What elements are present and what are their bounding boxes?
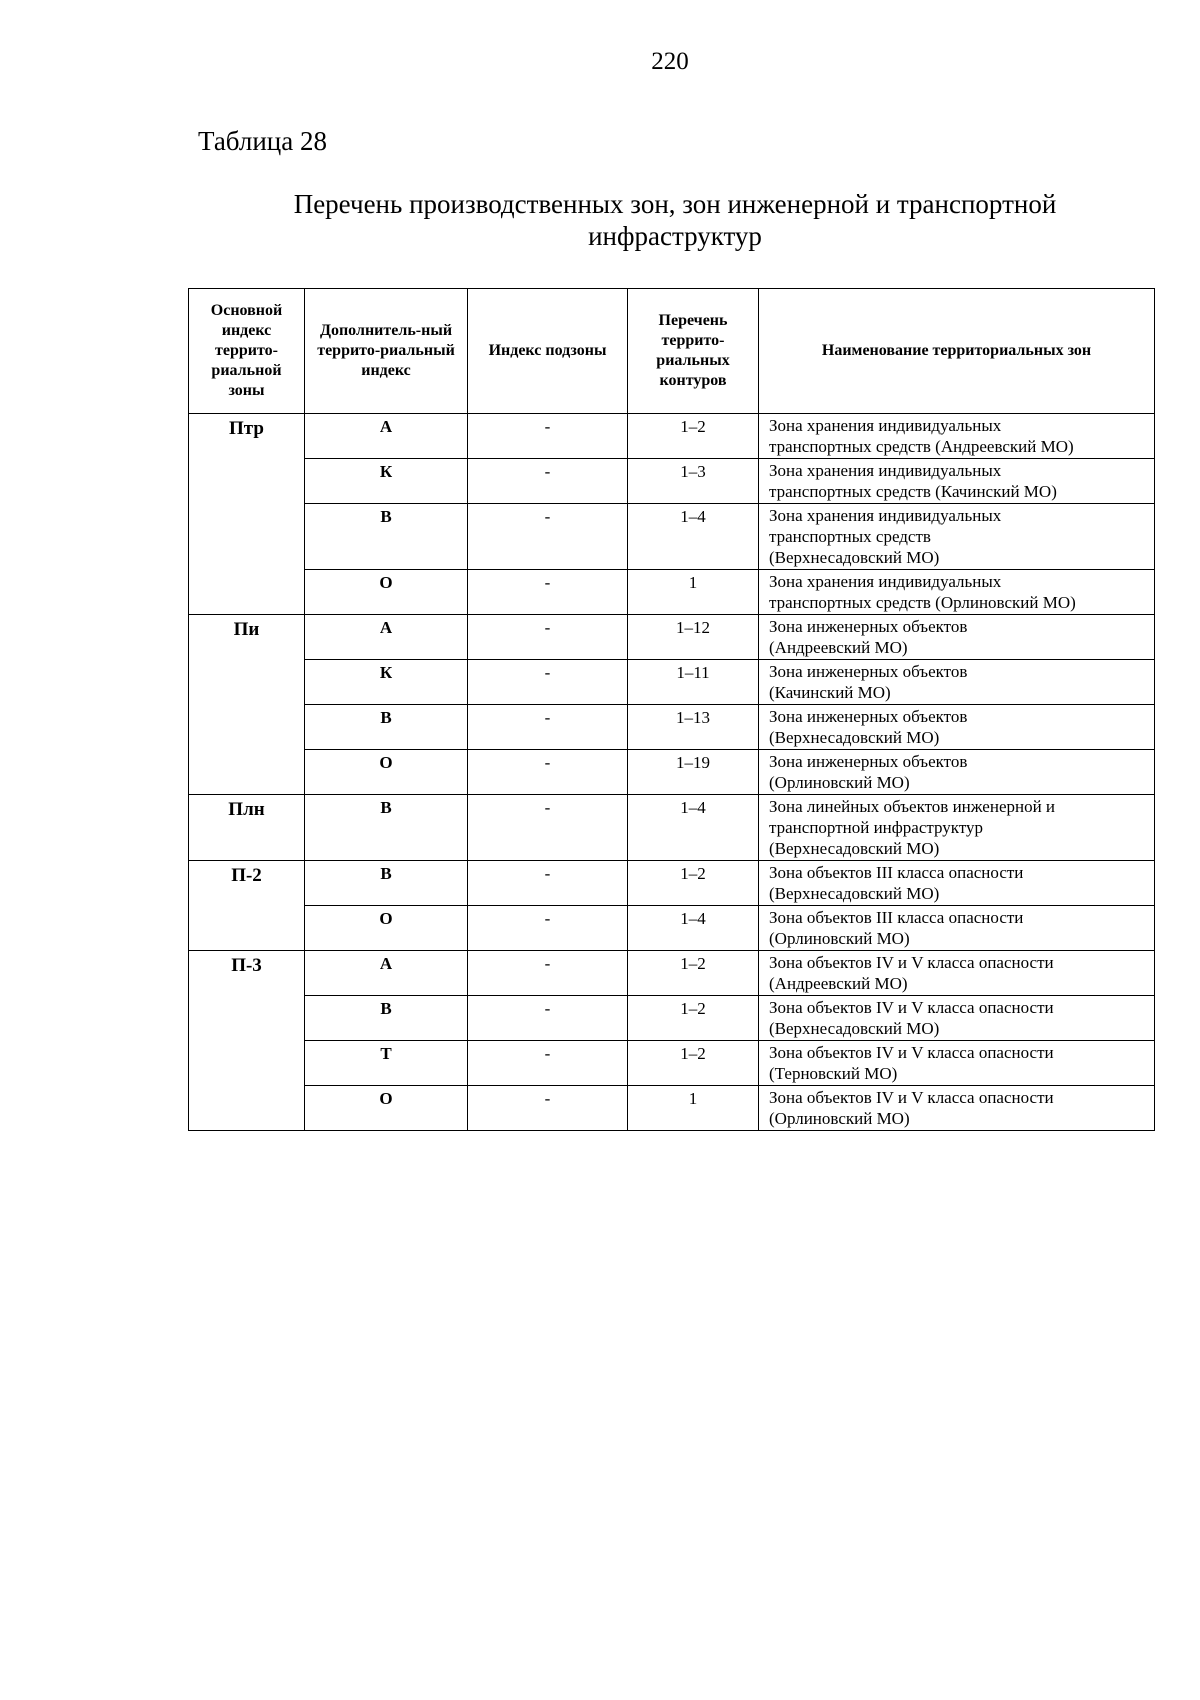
zone-name-line: транспортных средств (Качинский МО) bbox=[769, 482, 1057, 501]
zone-name-cell bbox=[759, 459, 1155, 504]
main-zone-index-cell: П-3 bbox=[189, 951, 305, 1131]
zone-name-line: (Верхнесадовский МО) bbox=[769, 728, 940, 747]
subzone-index-cell: - bbox=[468, 660, 628, 705]
zone-name-cell bbox=[759, 996, 1155, 1041]
contours-cell: 1–2 bbox=[628, 996, 759, 1041]
subzone-index-cell: - bbox=[468, 951, 628, 996]
zone-name-line: Зона хранения индивидуальных bbox=[769, 572, 1002, 591]
table-row bbox=[189, 660, 1155, 705]
zones-table bbox=[188, 288, 1155, 1131]
additional-index-cell: К bbox=[305, 660, 468, 705]
zone-name-line: Зона инженерных объектов bbox=[769, 617, 968, 636]
zone-name-line: Зона инженерных объектов bbox=[769, 662, 968, 681]
zone-name-cell bbox=[759, 1086, 1155, 1131]
additional-index-cell: А bbox=[305, 951, 468, 996]
zone-name-line: (Орлиновский МО) bbox=[769, 773, 910, 792]
subzone-index-cell: - bbox=[468, 414, 628, 459]
contours-cell: 1–3 bbox=[628, 459, 759, 504]
subzone-index-cell: - bbox=[468, 705, 628, 750]
title-line-1: Перечень производственных зон, зон инженерной и транспортной bbox=[293, 189, 1057, 219]
subzone-index-cell: - bbox=[468, 459, 628, 504]
zone-name-line: транспортных средств bbox=[769, 527, 931, 546]
zone-name-line: (Верхнесадовский МО) bbox=[769, 1019, 940, 1038]
zone-name-cell bbox=[759, 906, 1155, 951]
document-title bbox=[190, 188, 1160, 252]
additional-index-cell: А bbox=[305, 414, 468, 459]
title-line-2: инфраструктур bbox=[588, 221, 762, 251]
zone-name-line: Зона объектов IV и V класса опасности bbox=[769, 998, 1054, 1017]
page-number: 220 bbox=[651, 48, 689, 75]
zone-name-cell bbox=[759, 615, 1155, 660]
main-zone-index-cell: Плн bbox=[189, 795, 305, 861]
additional-index-cell: В bbox=[305, 795, 468, 861]
contours-cell: 1–2 bbox=[628, 1041, 759, 1086]
contours-cell: 1 bbox=[628, 1086, 759, 1131]
table-row bbox=[189, 795, 1155, 861]
zone-name-line: (Андреевский МО) bbox=[769, 638, 908, 657]
table-row bbox=[189, 861, 1155, 906]
zone-name-line: транспортных средств (Орлиновский МО) bbox=[769, 593, 1076, 612]
header-zone-name: Наименование территориальных зон bbox=[759, 289, 1155, 414]
zone-name-line: транспортной инфраструктур bbox=[769, 818, 984, 837]
contours-cell: 1–4 bbox=[628, 504, 759, 570]
table-body bbox=[189, 414, 1155, 1131]
additional-index-cell: О bbox=[305, 570, 468, 615]
zone-name-cell bbox=[759, 705, 1155, 750]
main-zone-index-cell: Пи bbox=[189, 615, 305, 795]
contours-cell: 1–2 bbox=[628, 951, 759, 996]
additional-index-cell: О bbox=[305, 906, 468, 951]
zone-name-cell bbox=[759, 951, 1155, 996]
zone-name-cell bbox=[759, 1041, 1155, 1086]
contours-cell: 1 bbox=[628, 570, 759, 615]
header-contours: Перечень террито-риальных контуров bbox=[628, 289, 759, 414]
subzone-index-cell: - bbox=[468, 906, 628, 951]
subzone-index-cell: - bbox=[468, 795, 628, 861]
zone-name-line: (Качинский МО) bbox=[769, 683, 891, 702]
additional-index-cell: О bbox=[305, 1086, 468, 1131]
table-row bbox=[189, 615, 1155, 660]
zone-name-cell bbox=[759, 795, 1155, 861]
subzone-index-cell: - bbox=[468, 996, 628, 1041]
table-row bbox=[189, 459, 1155, 504]
subzone-index-cell: - bbox=[468, 1086, 628, 1131]
table-header-row bbox=[189, 289, 1155, 414]
zone-name-line: (Верхнесадовский МО) bbox=[769, 884, 940, 903]
table-row bbox=[189, 951, 1155, 996]
zone-name-line: Зона хранения индивидуальных bbox=[769, 416, 1002, 435]
additional-index-cell: Т bbox=[305, 1041, 468, 1086]
header-main-index: Основной индекс террито-риальной зоны bbox=[189, 289, 305, 414]
zone-name-line: Зона объектов IV и V класса опасности bbox=[769, 953, 1054, 972]
table-row bbox=[189, 504, 1155, 570]
table-label: Таблица 28 bbox=[198, 126, 327, 156]
zone-name-line: транспортных средств (Андреевский МО) bbox=[769, 437, 1074, 456]
contours-cell: 1–4 bbox=[628, 795, 759, 861]
contours-cell: 1–4 bbox=[628, 906, 759, 951]
zone-name-cell bbox=[759, 570, 1155, 615]
contours-cell: 1–11 bbox=[628, 660, 759, 705]
subzone-index-cell: - bbox=[468, 504, 628, 570]
subzone-index-cell: - bbox=[468, 861, 628, 906]
zone-name-line: Зона объектов IV и V класса опасности bbox=[769, 1043, 1054, 1062]
zone-name-line: Зона объектов III класса опасности bbox=[769, 863, 1024, 882]
zone-name-line: (Орлиновский МО) bbox=[769, 929, 910, 948]
zone-name-line: Зона линейных объектов инженерной и bbox=[769, 797, 1056, 816]
additional-index-cell: В bbox=[305, 504, 468, 570]
table-row bbox=[189, 705, 1155, 750]
additional-index-cell: В bbox=[305, 705, 468, 750]
table-row bbox=[189, 414, 1155, 459]
zone-name-cell bbox=[759, 660, 1155, 705]
header-subzone-index: Индекс подзоны bbox=[468, 289, 628, 414]
table-row bbox=[189, 996, 1155, 1041]
zone-name-cell bbox=[759, 414, 1155, 459]
subzone-index-cell: - bbox=[468, 750, 628, 795]
table-row bbox=[189, 1041, 1155, 1086]
subzone-index-cell: - bbox=[468, 1041, 628, 1086]
zone-name-line: Зона инженерных объектов bbox=[769, 752, 968, 771]
additional-index-cell: А bbox=[305, 615, 468, 660]
zone-name-cell bbox=[759, 861, 1155, 906]
zone-name-line: Зона хранения индивидуальных bbox=[769, 461, 1002, 480]
zone-name-cell bbox=[759, 750, 1155, 795]
contours-cell: 1–2 bbox=[628, 861, 759, 906]
contours-cell: 1–13 bbox=[628, 705, 759, 750]
contours-cell: 1–12 bbox=[628, 615, 759, 660]
main-zone-index-cell: П-2 bbox=[189, 861, 305, 951]
table-row bbox=[189, 906, 1155, 951]
table-row bbox=[189, 750, 1155, 795]
zone-name-line: (Андреевский МО) bbox=[769, 974, 908, 993]
additional-index-cell: О bbox=[305, 750, 468, 795]
zone-name-line: (Верхнесадовский МО) bbox=[769, 548, 940, 567]
zone-name-line: Зона объектов III класса опасности bbox=[769, 908, 1024, 927]
subzone-index-cell: - bbox=[468, 570, 628, 615]
table-row bbox=[189, 1086, 1155, 1131]
subzone-index-cell: - bbox=[468, 615, 628, 660]
header-additional-index: Дополнитель-ный террито-риальный индекс bbox=[305, 289, 468, 414]
additional-index-cell: В bbox=[305, 996, 468, 1041]
zone-name-line: (Орлиновский МО) bbox=[769, 1109, 910, 1128]
table-row bbox=[189, 570, 1155, 615]
additional-index-cell: К bbox=[305, 459, 468, 504]
zone-name-line: Зона хранения индивидуальных bbox=[769, 506, 1002, 525]
zone-name-line: (Верхнесадовский МО) bbox=[769, 839, 940, 858]
additional-index-cell: В bbox=[305, 861, 468, 906]
zone-name-line: Зона объектов IV и V класса опасности bbox=[769, 1088, 1054, 1107]
main-zone-index-cell: Птр bbox=[189, 414, 305, 615]
zone-name-line: (Терновский МО) bbox=[769, 1064, 898, 1083]
contours-cell: 1–2 bbox=[628, 414, 759, 459]
contours-cell: 1–19 bbox=[628, 750, 759, 795]
zone-name-cell bbox=[759, 504, 1155, 570]
zone-name-line: Зона инженерных объектов bbox=[769, 707, 968, 726]
